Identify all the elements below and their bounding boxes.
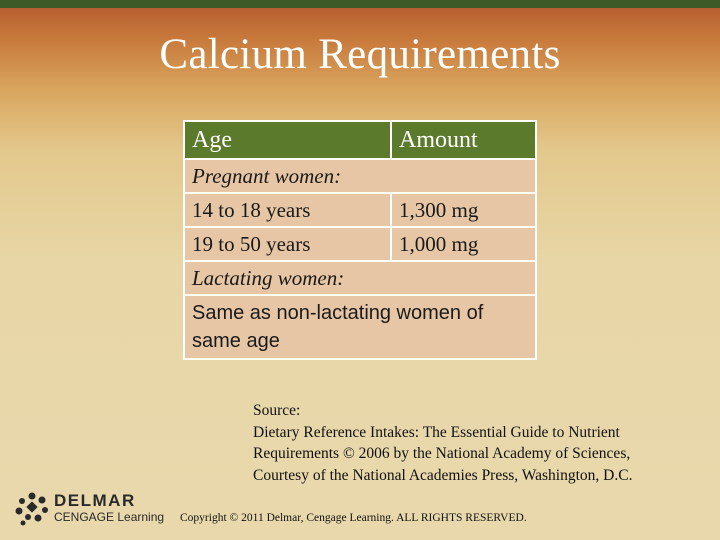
header-amount: Amount (391, 121, 536, 159)
source-line: Source: (253, 402, 301, 419)
top-bar (0, 0, 720, 8)
logo-text-delmar: DELMAR (54, 491, 136, 510)
source-citation (253, 400, 713, 486)
cell-age: 19 to 50 years (184, 227, 391, 261)
cell-amount: 1,300 mg (391, 193, 536, 227)
source-line: Requirements © 2006 by the National Academy of Sciences, (253, 445, 631, 462)
table-row (184, 193, 536, 227)
group-label-pregnant: Pregnant women: (184, 159, 536, 193)
table-header-row (184, 121, 536, 159)
delmar-logo (14, 491, 184, 527)
table-row (184, 295, 536, 359)
cell-note: Same as non-lactating women of same age (184, 295, 536, 359)
table-group-row (184, 159, 536, 193)
logo-text-cengage: CENGAGE Learning (54, 510, 165, 524)
copyright-notice: Copyright © 2011 Delmar, Cengage Learning. ALL RIGHTS RESERVED. (180, 512, 527, 524)
header-age: Age (184, 121, 391, 159)
table-row (184, 227, 536, 261)
group-label-lactating: Lactating women: (184, 261, 536, 295)
calcium-table (183, 120, 537, 360)
delmar-dots-logo-icon (14, 491, 50, 527)
source-line: Dietary Reference Intakes: The Essential Guide to Nutrient (253, 423, 620, 441)
cell-amount: 1,000 mg (391, 227, 536, 261)
source-line: Courtesy of the National Academies Press, Washington, D.C. (253, 466, 633, 484)
cell-age: 14 to 18 years (184, 193, 391, 227)
page-title: Calcium Requirements (159, 31, 561, 78)
table-group-row (184, 261, 536, 295)
